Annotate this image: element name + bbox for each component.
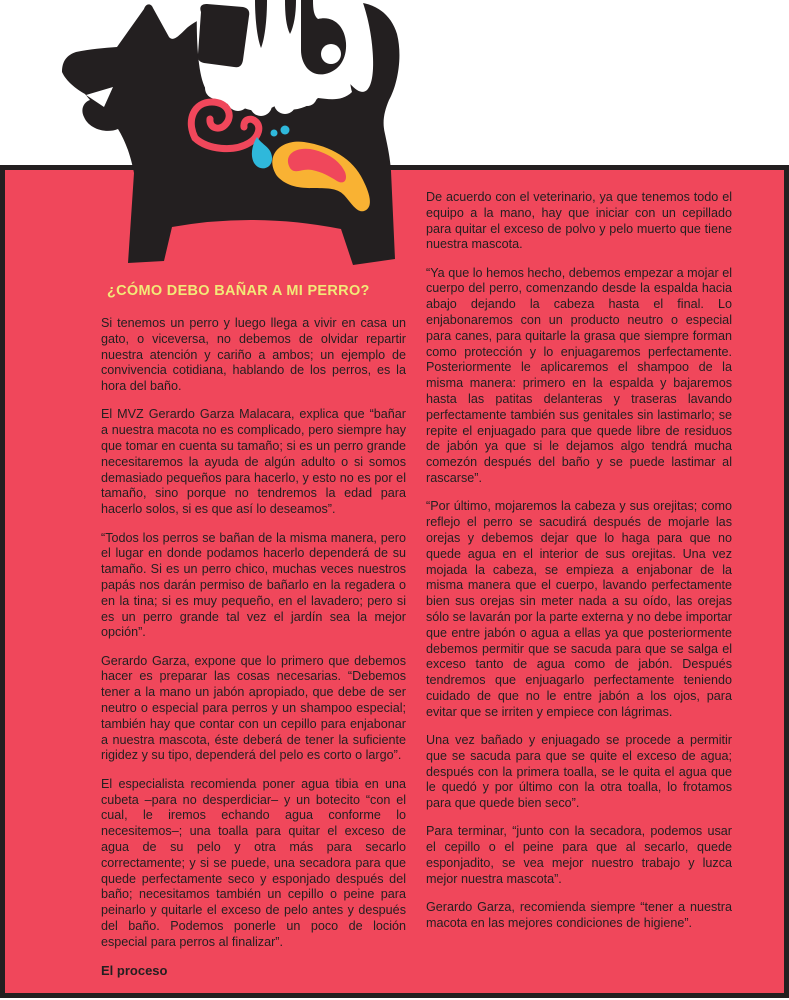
tail-gap: [321, 0, 373, 92]
pink-swirl-decoration: [191, 102, 259, 149]
scrub-brush: [198, 4, 250, 67]
article-paragraph: Una vez bañado y enjuagado se procede a permitir que se sacuda para que se quite el exceso de agua; después con la primera toalla, se le quita el agua que le quedó y por último con la otra toalla, lo frotamos para que quede bien seco”.: [426, 733, 732, 811]
article-paragraph: Gerardo Garza, expone que lo primero que debemos hacer es preparar las cosas necesarias. “Debemos tener a la mano un jabón apropiado, que debe de ser neutro o especial para perros y un shampoo especial; también hay que contar con un cepillo para enjabonar a nuestra mascota, éste deberá de tener la suficiente rigidez y su tipo, dependerá del pelo es corto o largo”.: [101, 653, 406, 763]
article-title: ¿CÓMO DEBO BAÑAR A MI PERRO?: [107, 283, 370, 299]
article-paragraph: “Por último, mojaremos la cabeza y sus orejitas; como reflejo el perro se sacudirá después de mojarle las orejas y debemos dejar que lo haga para que no quede agua en el interior de sus orejitas. Una vez mojada la cabeza, se empieza a enjabonar de la misma manera que el cuerpo, lavando perfectamente bien sus orejas sin meter nada a su oído, las orejas sólo se lavarán por la parte externa y no debe importar que entre jabón o agua a ellas ya que posteriormente debemos permitir que se sacuda para que se salga el exceso tanto de agua como de jabón. Después tendremos que enjuagarlo perfectamente teniendo cuidado de que no le entre jabón a los ojos, para evitar que se irriten y empiece con lágrimas.: [426, 499, 732, 719]
teal-dot-large: [281, 126, 290, 135]
soap-bubble: [321, 44, 341, 64]
article-paragraph: “Ya que lo hemos hecho, debemos empezar a mojar el cuerpo del perro, comenzando desde la espalda hacia abajo dejando la cabeza hasta el final. Lo enjabonaremos con un producto neutro o especial para canes, para quitarle la grasa que siempre forman como protección y lo enjuagaremos perfectamente. Posteriormente le aplicaremos el shampoo de la misma manera: primero en la espalda y bajaremos hasta las patitas delanteras y traseras lavando perfectamente también sus genitales sin lastimarlo; se repite el enjuagado para que quede libre de residuos de jabón ya que si le dejamos algo tendrá mucha comezón después del baño y se puede lastimar al rascarse”.: [426, 265, 732, 486]
article-paragraph: Gerardo Garza, recomienda siempre “tener a nuestra macota en las mejores condiciones de higiene”.: [426, 900, 732, 930]
article-paragraph: De acuerdo con el veterinario, ya que tenemos todo el equipo a la mano, hay que iniciar con un cepillado para quitar el exceso de polvo y pelo muerto que tiene nuestra mascota.: [426, 190, 732, 252]
finger-gap-1: [255, 0, 267, 48]
fist-knuckle: [301, 0, 346, 74]
teal-drop-decoration: [252, 137, 272, 168]
section-heading-el-proceso: El proceso: [101, 962, 168, 978]
article-paragraph: El especialista recomienda poner agua tibia en una cubeta –para no desperdiciar– y un botecito “con el cual, le iremos echando agua conforme lo necesitemos–; una toalla para quitar el exceso de agua de su pelo y otra más para secarlo correctamente; y si se puede, una secadora para que quede perfectamente seco y esponjado después del baño; necesitamos también un cepillo o peine para peinarlo y quitarle el exceso de pelo antes y después del baño. Podemos ponerle un poco de loción especial para perros al finalizar”.: [101, 776, 406, 949]
article-paragraph: El MVZ Gerardo Garza Malacara, explica que “bañar a nuestra macota no es complicado, pero siempre hay que tomar en cuenta su tamaño; si es un perro grande necesitaremos la ayuda de algún adulto o si somos demasiado pequeños para hacerlo, y esto no es por el tamaño, sino porque no tendremos la edad para hacerlo solos, si es que así lo deseamos”.: [101, 407, 406, 517]
soap-suds: [205, 75, 338, 116]
article-paragraph: “Todos los perros se bañan de la misma manera, pero el lugar en donde podamos hacerlo dependerá de su tamaño. Si es un perro chico, muchas veces nuestros papás nos darán permiso de bañarlo en la regadera o en la tina; si es muy pequeño, en el lavadero; pero si es un perro grande tal vez el jardín sea la mejor opción”.: [101, 530, 406, 640]
finger-gap-2: [285, 0, 296, 34]
teal-dot-small: [271, 130, 278, 137]
article-paragraph: Para terminar, “junto con la secadora, podemos usar el cepillo o el peine para que al secarlo, quede esponjadito, se vea mejor nuestro trabajo y luzca mejor nuestra mascota”.: [426, 824, 732, 886]
article-left-column: [101, 283, 406, 978]
mouth-opening: [86, 87, 113, 107]
article-right-column: [426, 190, 732, 944]
article-paragraph: Si tenemos un perro y luego llega a vivir en casa un gato, o viceversa, no debemos de olvidar repartir nuestra atención y cariño a ambos; un ejemplo de convivencia cotidiana, hablando de los perros, es la hora del baño.: [101, 316, 406, 394]
hand-and-suds: [197, 2, 352, 111]
